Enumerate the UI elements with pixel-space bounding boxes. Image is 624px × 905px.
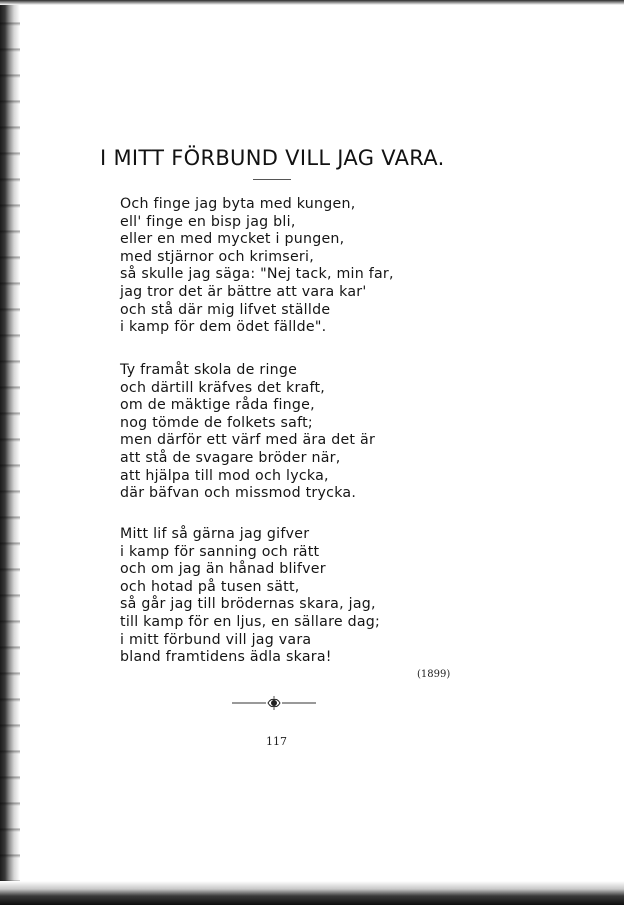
poem-line: ell' finge en bisp jag bli, — [120, 213, 296, 230]
poem-line: jag tror det är bättre att vara kar' — [120, 283, 367, 300]
poem-line: med stjärnor och krimseri, — [120, 248, 314, 265]
poem-line: eller en med mycket i pungen, — [120, 231, 345, 248]
page-edge-top — [0, 0, 624, 5]
poem-line: och hotad på tusen sätt, — [120, 578, 300, 595]
poem-line: Och finge jag byta med kungen, — [120, 196, 356, 212]
fleuron-icon — [232, 695, 316, 711]
poem-line: och därtill kräfves det kraft, — [120, 379, 326, 396]
poem-line: och stå där mig lifvet ställde — [120, 301, 331, 318]
page-edge-bottom — [0, 881, 624, 905]
poem-line: så skulle jag säga: "Nej tack, min far, — [120, 266, 394, 283]
poem-line: så går jag till brödernas skara, jag, — [120, 596, 376, 613]
poem-line: i kamp för sanning och rätt — [120, 543, 320, 560]
poem-year: (1899) — [417, 669, 451, 680]
page-edge-left-texture — [0, 0, 20, 905]
poem-line: om de mäktige råda finge, — [120, 397, 315, 414]
poem-line: men därför ett värf med ära det är — [120, 432, 376, 449]
poem-line: att hjälpa till mod och lycka, — [120, 467, 329, 484]
poem-line: i kamp för dem ödet fällde". — [120, 319, 327, 336]
page-number: 117 — [266, 735, 287, 748]
poem-title: I MITT FÖRBUND VILL JAG VARA. — [100, 146, 445, 170]
poem-line: att stå de svagare bröder när, — [120, 449, 341, 466]
title-rule — [253, 179, 291, 180]
poem-line: där bäfvan och missmod trycka. — [120, 485, 357, 502]
stanza-3 — [120, 526, 460, 667]
stanza-2 — [120, 362, 460, 503]
stanza-1 — [120, 196, 460, 337]
poem-line: Mitt lif så gärna jag gifver — [120, 526, 310, 542]
poem-line: bland framtidens ädla skara! — [120, 649, 332, 666]
poem-line: i mitt förbund vill jag vara — [120, 631, 312, 648]
poem-line: Ty framåt skola de ringe — [120, 362, 298, 378]
poem-line: och om jag än hånad blifver — [120, 561, 326, 578]
poem-line: till kamp för en ljus, en sällare dag; — [120, 613, 381, 630]
poem-line: nog tömde de folkets saft; — [120, 414, 313, 431]
